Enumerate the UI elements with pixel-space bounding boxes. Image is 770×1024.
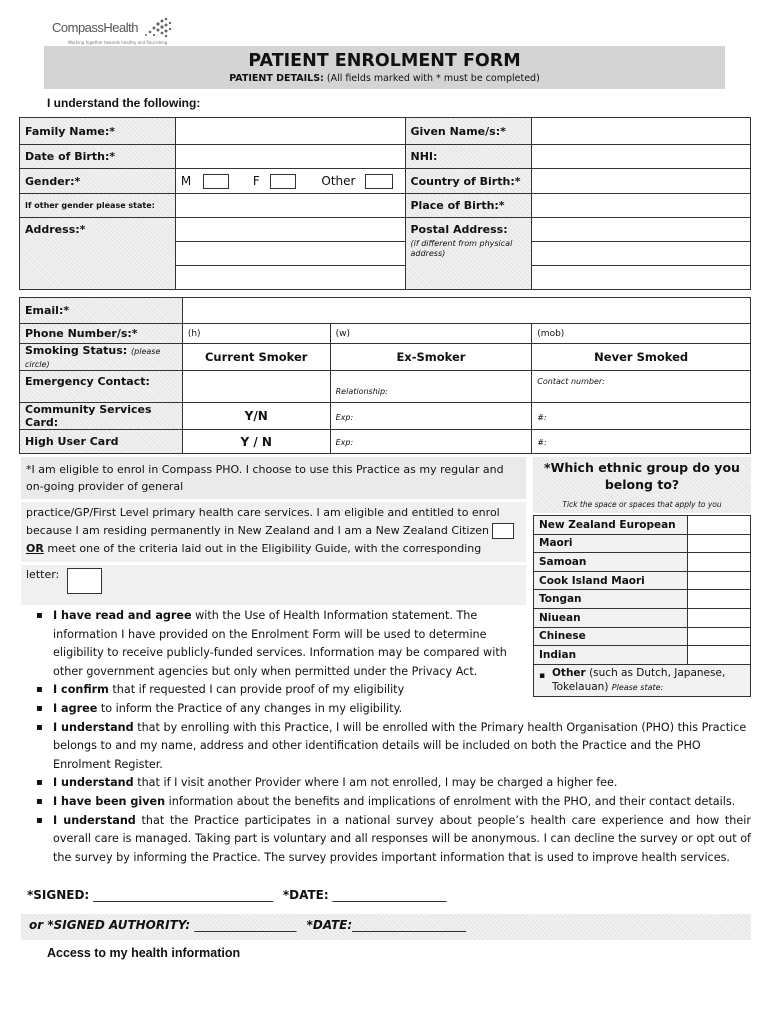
given-names-label: Given Name/s:*: [405, 118, 532, 145]
other-gender-label: If other gender please state:: [20, 194, 176, 218]
authority-row: or *SIGNED AUTHORITY: _________________ *DATE:___________________: [21, 914, 751, 940]
ethnic-group-label: Indian: [534, 646, 688, 665]
authority-signature-line[interactable]: _________________: [194, 918, 297, 932]
family-name-field[interactable]: [175, 118, 405, 145]
logo-tagline: Working together towards healthy and flourishing: [68, 40, 168, 45]
ethnic-group-checkbox[interactable]: [688, 571, 751, 590]
eligibility-statement: *I am eligible to enrol in Compass PHO. I choose to use this Practice as my regular and on-going provider of general: [26, 463, 504, 493]
title-band: [44, 46, 725, 89]
smoking-label: Smoking Status: (please circle): [20, 344, 183, 371]
ethnic-group-label: Chinese: [534, 627, 688, 646]
phone-mobile-field[interactable]: (mob): [532, 324, 751, 344]
emergency-label: Emergency Contact:: [20, 371, 183, 403]
address-line-2[interactable]: [175, 242, 405, 266]
ethnic-group-checkbox[interactable]: [688, 534, 751, 553]
ethnic-group-checkbox[interactable]: [688, 590, 751, 609]
nhi-field[interactable]: [532, 145, 751, 169]
huc-number-field[interactable]: #:: [532, 430, 751, 454]
email-field[interactable]: [182, 298, 750, 324]
address-label: Address:*: [20, 218, 176, 290]
declarations-list: [27, 607, 751, 867]
form-subtitle: PATIENT DETAILS: (All fields marked with * must be completed): [229, 73, 540, 84]
contact-number-field[interactable]: Contact number:: [532, 371, 751, 403]
signature-line[interactable]: ______________________________: [93, 888, 274, 902]
huc-exp-field[interactable]: Exp:: [330, 430, 532, 454]
ethnic-row: [534, 534, 751, 553]
email-label: Email:*: [20, 298, 183, 324]
phone-label: Phone Number/s:*: [20, 324, 183, 344]
address-line-1[interactable]: [175, 218, 405, 242]
current-smoker-option[interactable]: Current Smoker: [182, 344, 330, 371]
postal-line-3[interactable]: [532, 266, 751, 290]
country-birth-field[interactable]: [532, 169, 751, 194]
access-heading: Access to my health information: [47, 946, 241, 960]
signed-row: *SIGNED: ______________________________ *DATE: ___________________: [27, 888, 447, 902]
huc-label: High User Card: [20, 430, 183, 454]
gender-label: Gender:*: [20, 169, 176, 194]
ethnic-row: [534, 571, 751, 590]
never-smoked-option[interactable]: Never Smoked: [532, 344, 751, 371]
ethnic-group-label: New Zealand European: [534, 516, 688, 535]
csc-yn[interactable]: Y/N: [182, 403, 330, 430]
declaration-item: ▪ I have read and agree with the Use of Health Information statement. The information I have provided on the Enrolment Form will be used to determine eligibility to receive publicly-funded services. Information may be compared with other government agencies but only when permitted under the Privacy Act.: [27, 607, 527, 681]
country-birth-label: Country of Birth:*: [405, 169, 532, 194]
ethnic-group-label: Tongan: [534, 590, 688, 609]
letter-label: letter:: [26, 568, 60, 581]
understand-heading: I understand the following:: [47, 96, 201, 110]
huc-yn[interactable]: Y / N: [182, 430, 330, 454]
nz-citizen-checkbox[interactable]: [492, 523, 514, 539]
postal-line-1[interactable]: [532, 218, 751, 242]
ethnic-group-label: Cook Island Maori: [534, 571, 688, 590]
eligibility-box-1: [21, 457, 526, 499]
gender-other-checkbox[interactable]: [365, 174, 393, 189]
other-gender-field[interactable]: [175, 194, 405, 218]
patient-details-table: [19, 117, 751, 290]
ethnic-header: [533, 457, 751, 513]
postal-label: Postal Address: (if different from physical address): [405, 218, 532, 290]
compass-dots-icon: [142, 14, 176, 40]
compass-health-logo: [52, 14, 192, 44]
declaration-item: ▪ I understand that the Practice participates in a national survey about people’s health care experience and how their overall care is managed. Taking part is voluntary and all responses will be anonymous. I can decline the survey or opt out of the survey by informing the Practice. The survey provides important information that is used to improve health services.: [27, 812, 751, 868]
place-birth-label: Place of Birth:*: [405, 194, 532, 218]
csc-number-field[interactable]: #:: [532, 403, 751, 430]
ethnic-group-label: Maori: [534, 534, 688, 553]
ethnic-group-checkbox[interactable]: [688, 553, 751, 572]
place-birth-field[interactable]: [532, 194, 751, 218]
ethnic-group-label: Samoan: [534, 553, 688, 572]
address-line-3[interactable]: [175, 266, 405, 290]
form-title: PATIENT ENROLMENT FORM: [248, 51, 521, 71]
ethnic-row: [534, 516, 751, 535]
gender-f-checkbox[interactable]: [270, 174, 296, 189]
eligibility-box-2: practice/GP/First Level primary health care services. I am eligible and entitled to enrol because I am residing permanently in New Zealand and I am a New Zealand Citizen OR meet one of the criteria laid out in the Eligibility Guide, with the corresponding: [21, 502, 526, 562]
ethnic-title: *Which ethnic group do you belong to?: [544, 460, 740, 492]
ex-smoker-option[interactable]: Ex-Smoker: [330, 344, 532, 371]
phone-work-field[interactable]: (w): [330, 324, 532, 344]
phone-home-field[interactable]: (h): [182, 324, 330, 344]
ethnic-row: [534, 553, 751, 572]
ethnic-note: Tick the space or spaces that apply to you: [562, 500, 722, 509]
declaration-item: ▪ I understand that by enrolling with this Practice, I will be enrolled with the Primary health Organisation (PHO) this Practice belongs to and my name, address and other identification details will be included on both the Practice and the PHO Enrolment Register.: [27, 719, 751, 775]
ethnic-group-checkbox[interactable]: [688, 516, 751, 535]
declaration-item: ▪ I confirm that if requested I can provide proof of my eligibility: [27, 681, 751, 700]
nhi-label: NHI:: [405, 145, 532, 169]
declaration-item: ▪ I agree to inform the Practice of any changes in my eligibility.: [27, 700, 751, 719]
csc-exp-field[interactable]: Exp:: [330, 403, 532, 430]
gender-m-checkbox[interactable]: [203, 174, 229, 189]
family-name-label: Family Name:*: [20, 118, 176, 145]
date-line[interactable]: ___________________: [332, 888, 447, 902]
ethnic-row: [534, 590, 751, 609]
gender-options: M F Other: [175, 169, 405, 194]
given-names-field[interactable]: [532, 118, 751, 145]
ethnic-group-label: Niuean: [534, 608, 688, 627]
csc-label: Community Services Card:: [20, 403, 183, 430]
declaration-item: ▪ I understand that if I visit another Provider where I am not enrolled, I may be charged a higher fee.: [27, 774, 751, 793]
contact-table: [19, 297, 751, 454]
dob-label: Date of Birth:*: [20, 145, 176, 169]
letter-field[interactable]: [67, 568, 102, 594]
authority-date-line[interactable]: ___________________: [352, 918, 467, 932]
postal-line-2[interactable]: [532, 242, 751, 266]
relationship-field[interactable]: Relationship:: [330, 371, 532, 403]
logo-wordmark: CompassHealth: [52, 19, 138, 35]
ethnic-other-row[interactable]: ▪ Other (such as Dutch, Japanese, Tokelauan) Please state:: [534, 664, 751, 696]
emergency-name-field[interactable]: [182, 371, 330, 403]
eligibility-box-3: [21, 565, 526, 605]
declaration-item: ▪ I have been given information about the benefits and implications of enrolment with the PHO, and their contact details.: [27, 793, 751, 812]
dob-field[interactable]: [175, 145, 405, 169]
